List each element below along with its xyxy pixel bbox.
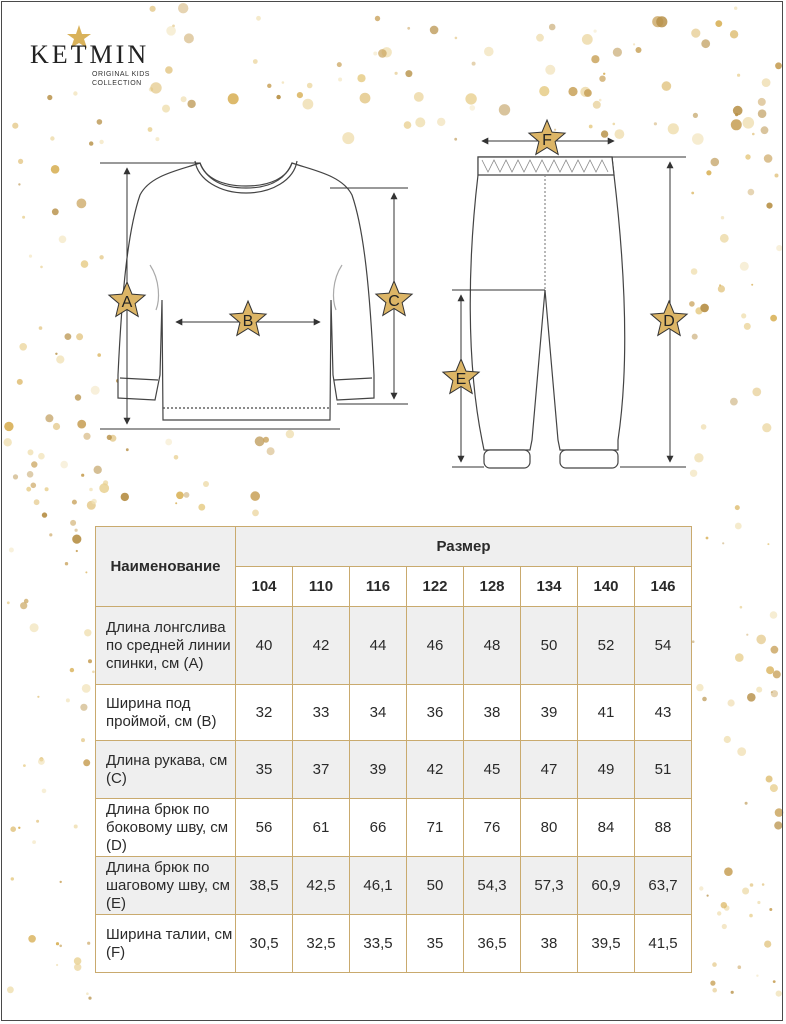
measurement-value-cell: 50 [407, 857, 464, 915]
size-header-cell: 110 [293, 567, 350, 607]
measurement-value-cell: 34 [350, 685, 407, 741]
star-letter: E [455, 371, 467, 388]
measurement-value-cell: 41,5 [635, 915, 692, 973]
measurement-value-cell: 40 [236, 607, 293, 685]
measurement-value-cell: 35 [407, 915, 464, 973]
measurement-value-cell: 42,5 [293, 857, 350, 915]
measurement-value-cell: 48 [464, 607, 521, 685]
measurement-value-cell: 33 [293, 685, 350, 741]
measurement-name-cell: Ширина под проймой, см (B) [96, 685, 236, 741]
measurement-value-cell: 46 [407, 607, 464, 685]
measurement-value-cell: 37 [293, 741, 350, 799]
measurement-value-cell: 42 [407, 741, 464, 799]
measurement-value-cell: 76 [464, 799, 521, 857]
measurement-value-cell: 36 [407, 685, 464, 741]
measurement-value-cell: 60,9 [578, 857, 635, 915]
measurement-value-cell: 63,7 [635, 857, 692, 915]
measurement-name-cell: Длина брюк по шаговому шву, см (E) [96, 857, 236, 915]
measurement-name-cell: Длина лонгслива по средней линии спинки, см (A) [96, 607, 236, 685]
measurement-value-cell: 35 [236, 741, 293, 799]
star-letter: F [542, 132, 552, 149]
measurement-value-cell: 38,5 [236, 857, 293, 915]
star-letter: D [663, 313, 675, 330]
measurement-value-cell: 50 [521, 607, 578, 685]
measurement-value-cell: 38 [464, 685, 521, 741]
brand-tagline-line2: COLLECTION [92, 80, 142, 87]
measurement-value-cell: 84 [578, 799, 635, 857]
measurement-value-cell: 46,1 [350, 857, 407, 915]
size-header-cell: 116 [350, 567, 407, 607]
measurement-value-cell: 39 [350, 741, 407, 799]
measurement-value-cell: 44 [350, 607, 407, 685]
measurement-value-cell: 80 [521, 799, 578, 857]
measurement-name-cell: Ширина талии, см (F) [96, 915, 236, 973]
size-header-cell: 104 [236, 567, 293, 607]
measurement-value-cell: 45 [464, 741, 521, 799]
measurement-value-cell: 66 [350, 799, 407, 857]
size-header-cell: 128 [464, 567, 521, 607]
measurement-value-cell: 61 [293, 799, 350, 857]
measurement-value-cell: 36,5 [464, 915, 521, 973]
star-letter: C [388, 293, 400, 310]
measurement-value-cell: 38 [521, 915, 578, 973]
measurement-value-cell: 71 [407, 799, 464, 857]
measurement-value-cell: 33,5 [350, 915, 407, 973]
size-column-header: Размер [236, 527, 692, 567]
brand-name: KETMIN [30, 40, 150, 69]
measurement-value-cell: 56 [236, 799, 293, 857]
measurement-value-cell: 30,5 [236, 915, 293, 973]
name-column-header: Наименование [96, 527, 236, 607]
measurement-value-cell: 47 [521, 741, 578, 799]
measurement-name-cell: Длина брюк по боковому шву, см (D) [96, 799, 236, 857]
measurement-value-cell: 54,3 [464, 857, 521, 915]
measurement-value-cell: 42 [293, 607, 350, 685]
measurement-value-cell: 88 [635, 799, 692, 857]
size-header-cell: 146 [635, 567, 692, 607]
measurement-value-cell: 51 [635, 741, 692, 799]
measurement-value-cell: 54 [635, 607, 692, 685]
brand-tagline-line1: ORIGINAL KIDS [92, 71, 150, 78]
measurement-value-cell: 32 [236, 685, 293, 741]
size-header-cell: 140 [578, 567, 635, 607]
star-letter: B [242, 313, 254, 330]
size-header-cell: 122 [407, 567, 464, 607]
measurement-value-cell: 52 [578, 607, 635, 685]
star-letter: A [121, 294, 133, 311]
measurement-value-cell: 32,5 [293, 915, 350, 973]
size-header-cell: 134 [521, 567, 578, 607]
measurement-value-cell: 39,5 [578, 915, 635, 973]
measurement-value-cell: 39 [521, 685, 578, 741]
measurement-name-cell: Длина рукава, см (C) [96, 741, 236, 799]
measurement-value-cell: 41 [578, 685, 635, 741]
measurement-value-cell: 57,3 [521, 857, 578, 915]
measurement-value-cell: 43 [635, 685, 692, 741]
page-border [1, 1, 783, 1021]
measurement-value-cell: 49 [578, 741, 635, 799]
